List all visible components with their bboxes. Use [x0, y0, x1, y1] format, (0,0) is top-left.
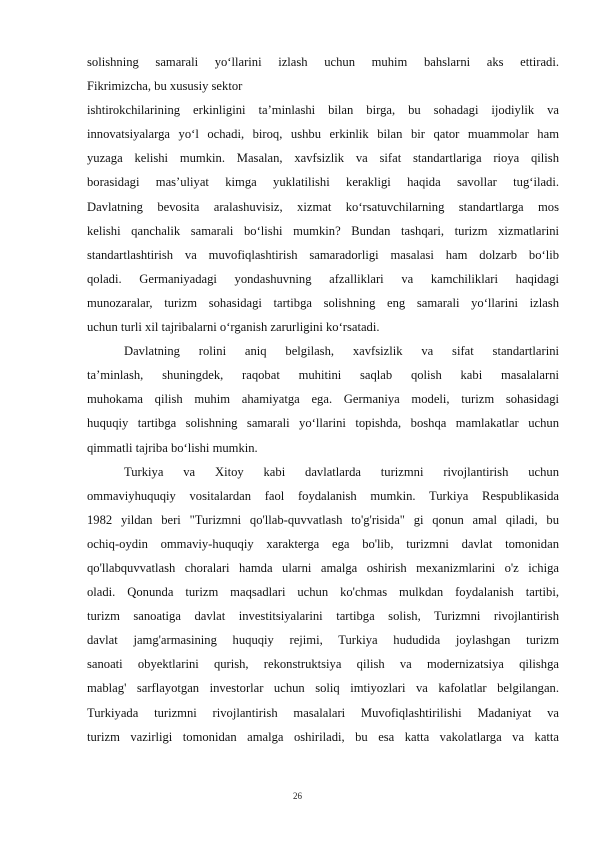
text-line: ochiq-oydin ommaviy-huquqiy xarakterga ega bo'lib, turizmni davlat tomonidan — [87, 536, 559, 551]
text-line: huquqiy tartibga solishning samarali yo‘llarini topishda, boshqa mamlakatlar uchun — [87, 416, 559, 431]
text-line: Turkiya va Xitoy kabi davlatlarda turizmni rivojlantirish uchun — [124, 464, 559, 479]
text-line: solishning samarali yo‘llarini izlash uchun muhim bahslarni aks ettiradi. — [87, 55, 559, 69]
text-line: turizm vazirligi tomonidan amalga oshiriladi, bu esa katta vakolatlarga va katta — [87, 729, 559, 744]
text-line: oladi. Qonunda turizm maqsadlari uchun ko'chmas mulkdan foydalanish tartibi, — [87, 585, 559, 600]
text-line: turizm sanoatiga davlat investitsiyalarini tartibga solish, Turizmni rivojlantirish — [87, 609, 559, 624]
text-line: sanoati obyektlarini qurish, rekonstruktsiya qilish va modernizatsiya qilishga — [87, 657, 559, 672]
body-text — [87, 50, 559, 749]
text-line: ommaviyhuquqiy vositalardan faol foydalanish mumkin. Turkiya Respublikasida — [87, 488, 559, 503]
text-line: standartlashtirish va muvofiqlashtirish samaradorligi masalasi ham dolzarb bo‘lib — [87, 247, 559, 262]
text-line: mablag' sarflayotgan investorlar uchun soliq imtiyozlari va kafolatlar belgilangan. — [87, 681, 559, 696]
text-line: 1982 yildan beri "Turizmni qo'llab-quvvatlash to'g'risida" gi qonun amal qiladi, bu — [87, 512, 559, 527]
text-line: munozaralar, turizm sohasidagi tartibga solishning eng samarali yo‘llarini izlash — [87, 295, 559, 310]
text-line: muhokama qilish muhim ahamiyatga ega. Germaniya modeli, turizm sohasidagi — [87, 392, 559, 407]
text-line: uchun turli xil tajribalarni o‘rganish zarurligini ko‘rsatadi. — [87, 320, 380, 335]
text-line: borasidagi mas’uliyat kimga yuklatilishi kerakligi haqida savollar tug‘iladi. — [87, 175, 559, 190]
text-line: Fikrimizcha, bu xususiy sektor — [87, 79, 243, 94]
text-line: davlat jamg'armasining huquqiy rejimi, Turkiya hududida joylashgan turizm — [87, 633, 559, 648]
text-line: ishtirokchilarining erkinligini ta’minlashi bilan birga, bu sohadagi ijodiylik va — [87, 103, 559, 118]
text-line: Turkiyada turizmni rivojlantirish masalalari Muvofiqlashtirilishi Madaniyat va — [87, 705, 559, 720]
text-line: ta’minlash, shuningdek, raqobat muhitini saqlab qolish kabi masalalarni — [87, 368, 559, 383]
text-line: yuzaga kelishi mumkin. Masalan, xavfsizlik va sifat standartlariga rioya qilish — [87, 151, 559, 166]
text-line: Davlatning rolini aniq belgilash, xavfsizlik va sifat standartlarini — [124, 344, 559, 359]
text-line: qimmatli tajriba bo‘lishi mumkin. — [87, 440, 258, 455]
page-number: 26 — [293, 791, 302, 801]
text-line: qoladi. Germaniyadagi yondashuvning afzalliklari va kamchiliklari haqidagi — [87, 271, 559, 286]
text-line: qo'llabquvvatlash choralari hamda ularni amalga oshirish mexanizmlarini o'z ichiga — [87, 560, 559, 575]
text-line: kelishi qanchalik samarali bo‘lishi mumkin? Bundan tashqari, turizm xizmatlarini — [87, 223, 559, 238]
text-line: Davlatning bevosita aralashuvisiz, xizmat ko‘rsatuvchilarning standartlarga mos — [87, 199, 559, 214]
text-line: innovatsiyalarga yo‘l ochadi, biroq, ushbu erkinlik bilan bir qator muammolar ham — [87, 127, 559, 142]
